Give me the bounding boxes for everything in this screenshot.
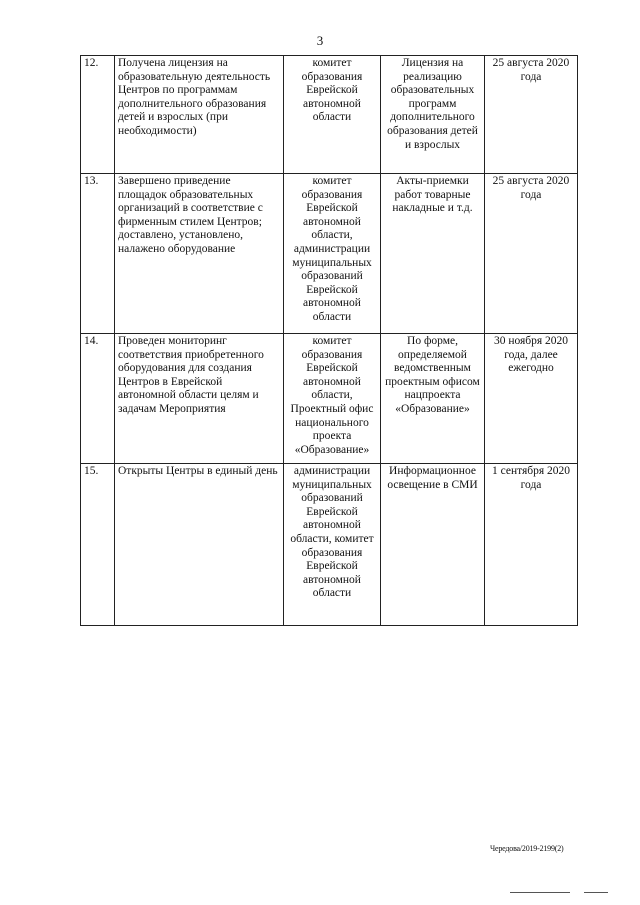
- responsible-cell: администрации муниципальных образований Еврейской автономной области, комитет образования Еврейской автономной области: [284, 464, 381, 626]
- table-row: [81, 174, 578, 334]
- table-row: [81, 464, 578, 626]
- document-cell: Акты-приемки работ товарные накладные и т.д.: [381, 174, 485, 334]
- document-cell: По форме, определяемой ведомственным проектным офисом нацпроекта «Образование»: [381, 334, 485, 464]
- responsible-cell: комитет образования Еврейской автономной области, Проектный офис национального проекта «Образование»: [284, 334, 381, 464]
- deadline-cell: 30 ноября 2020 года, далее ежегодно: [485, 334, 578, 464]
- document-cell: Лицензия на реализацию образовательных программ дополнительного образования детей и взрослых: [381, 56, 485, 174]
- responsible-cell: комитет образования Еврейской автономной области, администрации муниципальных образований Еврейской автономной области: [284, 174, 381, 334]
- deadline-cell: 25 августа 2020 года: [485, 56, 578, 174]
- event-cell: Проведен мониторинг соответствия приобретенного оборудования для создания Центров в Еврейской автономной области целям и задачам Мероприятия: [115, 334, 284, 464]
- deadline-cell: 1 сентября 2020 года: [485, 464, 578, 626]
- footer-rule: [584, 892, 608, 893]
- table-row: [81, 334, 578, 464]
- row-number: 14.: [81, 334, 115, 464]
- event-cell: Открыты Центры в единый день: [115, 464, 284, 626]
- deadline-cell: 25 августа 2020 года: [485, 174, 578, 334]
- events-table: [80, 55, 578, 626]
- document-footer-code: Чередова/2019-2199(2): [490, 844, 564, 853]
- table-row: [81, 56, 578, 174]
- document-cell: Информационное освещение в СМИ: [381, 464, 485, 626]
- row-number: 15.: [81, 464, 115, 626]
- responsible-cell: комитет образования Еврейской автономной области: [284, 56, 381, 174]
- event-cell: Завершено приведение площадок образовательных организаций в соответствие с фирменным стилем Центров; доставлено, установлено, налажено оборудование: [115, 174, 284, 334]
- footer-rule: [510, 892, 570, 893]
- row-number: 13.: [81, 174, 115, 334]
- row-number: 12.: [81, 56, 115, 174]
- event-cell: Получена лицензия на образовательную деятельность Центров по программам дополнительного образования детей и взрослых (при необходимости): [115, 56, 284, 174]
- page-number: 3: [316, 33, 324, 48]
